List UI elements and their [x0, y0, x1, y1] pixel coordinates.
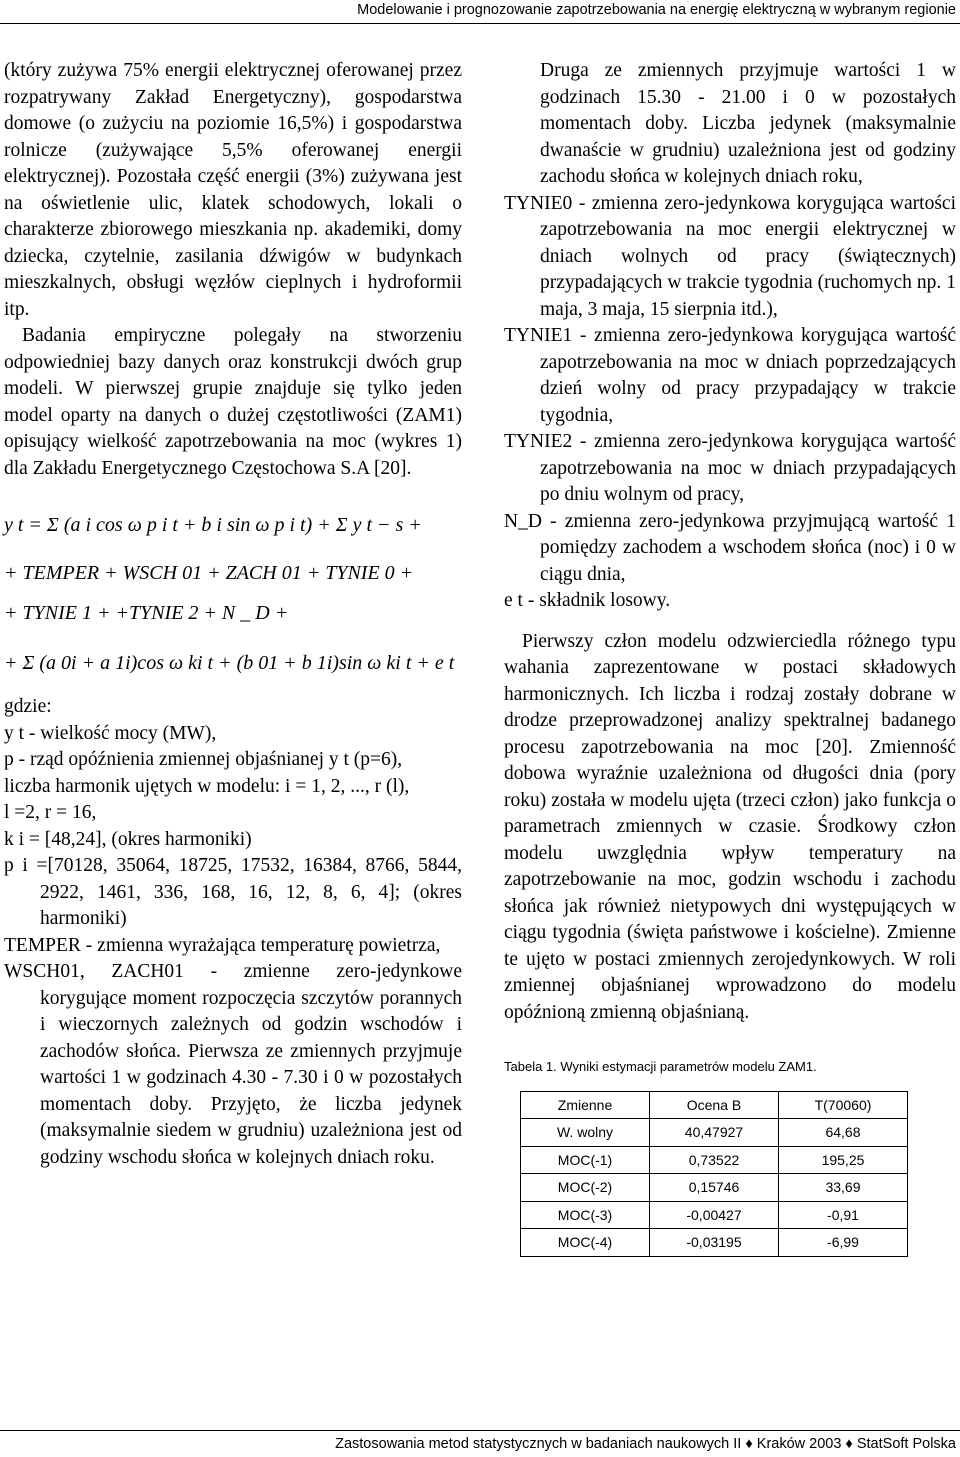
table-cell: -0,03195	[650, 1229, 779, 1257]
table-header: T(70060)	[779, 1091, 908, 1119]
equation-line-1: y t = Σ (a i cos ω p i t + b i sin ω p i t) + Σ y t − s +	[4, 514, 422, 536]
table-cell: MOC(-1)	[521, 1146, 650, 1174]
definition-tynie0: TYNIE0 - zmienna zero-jedynkowa korygująca wartości zapotrzebowania na moc energii elektrycznej w dniach wolnych od pracy (świątecznych) przypadających w trakcie tygodnia (ruchomych np. 1 maja, 3 maja, 15 sierpnia itd.),	[504, 192, 956, 320]
gdzie-label: gdzie:	[4, 696, 52, 717]
table-cell: 195,25	[779, 1146, 908, 1174]
definition-harmonics: liczba harmonik ujętych w modelu: i = 1, 2, ..., r (l),	[4, 775, 410, 797]
definition-temper: TEMPER - zmienna wyrażająca temperaturę powietrza,	[4, 934, 441, 956]
definition-l-r: l =2, r = 16,	[4, 802, 97, 823]
table-cell: W. wolny	[521, 1119, 650, 1147]
definition-continued: Druga ze zmiennych przyjmuje wartości 1 w godzinach 15.30 - 21.00 i 0 w pozostałych momentach doby. Liczba jedynek (maksymalnie dwanaście w grudniu) uzależniona jest od godziny zachodu słońca w kolejnych dniach roku,	[540, 60, 956, 187]
definition-ki: k i = [48,24], (okres harmoniki)	[4, 828, 252, 850]
definition-wsch-zach: WSCH01, ZACH01 - zmienne zero-jedynkowe korygujące moment rozpoczęcia szczytów porannych i wieczornych zależnych od godzin wschodów i zachodów słońca. Pierwsza ze zmiennych przyjmuje wartości 1 w godzinach 4.30 - 7.30 i 0 w pozostałych momentach doby. Przyjęto, że liczba jedynek (maksymalnie siedem w grudniu) uzależniona jest od godziny wschodu słońca w kolejnych dniach roku.	[4, 961, 462, 1168]
table-header-row	[521, 1091, 908, 1119]
table-caption: Tabela 1. Wyniki estymacji parametrów modelu ZAM1.	[504, 1059, 817, 1074]
paragraph: Badania empiryczne polegały na stworzeniu odpowiedniej bazy danych oraz konstrukcji dwóch grup modeli. W pierwszej grupie znajduje się tylko jeden model oparty na danych o dużej częstotliwości (ZAM1) opisujący wielkość zapotrzebowania na moc (wykres 1) dla Zakładu Energetycznego Częstochowa S.A [20].	[4, 325, 462, 479]
table-cell: 64,68	[779, 1119, 908, 1147]
paragraph: (który zużywa 75% energii elektrycznej oferowanej przez rozpatrywany Zakład Energetyczny), gospodarstwa domowe (o zużyciu na poziomie 16,5%) i gospodarstwa rolnicze (zużywające 5,5% oferowanej energii elektrycznej). Pozostała część energii (3%) zużywana jest na oświetlenie ulic, klatek schodowych, lokali o charakterze zbiorowego mieszkania np. akademiki, domy dziecka, czytelnie, zasilania dźwigów w budynkach mieszkalnych, obsługi węzłów cieplnych i hydroformii itp.	[4, 60, 462, 320]
definition-pi: p i =[70128, 35064, 18725, 17532, 16384, 8766, 5844, 2922, 1461, 336, 168, 16, 12, 8, 6, 4]; (okres harmoniki)	[4, 855, 462, 929]
table-cell: 40,47927	[650, 1119, 779, 1147]
table-header: Zmienne	[521, 1091, 650, 1119]
table-row	[521, 1119, 908, 1147]
table-cell: -0,91	[779, 1201, 908, 1229]
table-row	[521, 1174, 908, 1202]
running-header: Modelowanie i prognozowanie zapotrzebowania na energię elektryczną w wybranym regionie	[0, 0, 960, 24]
table-row	[521, 1201, 908, 1229]
definition-p: p - rząd opóźnienia zmiennej objaśnianej y t (p=6),	[4, 749, 403, 770]
paragraph: Pierwszy człon modelu odzwierciedla różnego typu wahania zaprezentowane w postaci składowych harmonicznych. Ich liczba i rodzaj zostały dobrane w drodze przeprowadzonej analizy spektralnej badanego procesu zapotrzebowania na moc [20]. Zmienność dobowa wyraźnie uzależniona od długości dnia (pory roku) została w modelu ujęta (trzeci człon) jako funkcja o parametrach zmiennych w czasie. Środkowy człon modelu uwzględnia wpływ temperatury na zapotrzebowanie na moc, godzin wschodu i zachodu słońca jak również nietypowych dni występujących w ciągu tygodnia (święta państwowe i kościelne). Zmienne te ujęto w postaci zmiennych zerojedynkowych. W roli zmiennej objaśnianej wprowadzono do modelu opóźnioną zmienną objaśnianą.	[504, 630, 956, 1023]
equation-line-4: + Σ (a 0i + a 1i)cos ω ki t + (b 01 + b 1i)sin ω ki t + e t	[4, 652, 455, 674]
table-cell: -6,99	[779, 1229, 908, 1257]
right-column	[504, 58, 956, 1257]
equation-line-3: + TYNIE 1 + +TYNIE 2 + N _ D +	[4, 602, 289, 624]
definition-tynie1: TYNIE1 - zmienna zero-jedynkowa korygująca wartość zapotrzebowania na moc w dniach poprzedzających dzień wolny od pracy przypadający w trakcie tygodnia,	[504, 325, 956, 426]
definition-et: e t - składnik losowy.	[504, 590, 671, 611]
table-cell: MOC(-2)	[521, 1174, 650, 1202]
equation-line-2: + TEMPER + WSCH 01 + ZACH 01 + TYNIE 0 +	[4, 562, 414, 584]
table-row	[521, 1146, 908, 1174]
table-cell: -0,00427	[650, 1201, 779, 1229]
results-table	[520, 1091, 908, 1257]
model-equation	[4, 500, 462, 690]
left-column	[4, 58, 462, 1171]
table-cell: MOC(-4)	[521, 1229, 650, 1257]
definition-n-d: N_D - zmienna zero-jedynkowa przyjmującą wartość 1 pomiędzy zachodem a wschodem słońca (noc) i 0 w ciągu dnia,	[504, 510, 956, 585]
table-cell: 33,69	[779, 1174, 908, 1202]
page-footer: Zastosowania metod statystycznych w badaniach naukowych II ♦ Kraków 2003 ♦ StatSoft Polska	[0, 1430, 960, 1457]
definition-tynie2: TYNIE2 - zmienna zero-jedynkowa korygująca wartość zapotrzebowania na moc w dniach przypadających po dniu wolnym od pracy,	[504, 431, 956, 505]
definition-yt: y t - wielkość mocy (MW),	[4, 722, 217, 744]
table-cell: 0,15746	[650, 1174, 779, 1202]
table-header: Ocena B	[650, 1091, 779, 1119]
table-cell: 0,73522	[650, 1146, 779, 1174]
table-row	[521, 1229, 908, 1257]
table-cell: MOC(-3)	[521, 1201, 650, 1229]
